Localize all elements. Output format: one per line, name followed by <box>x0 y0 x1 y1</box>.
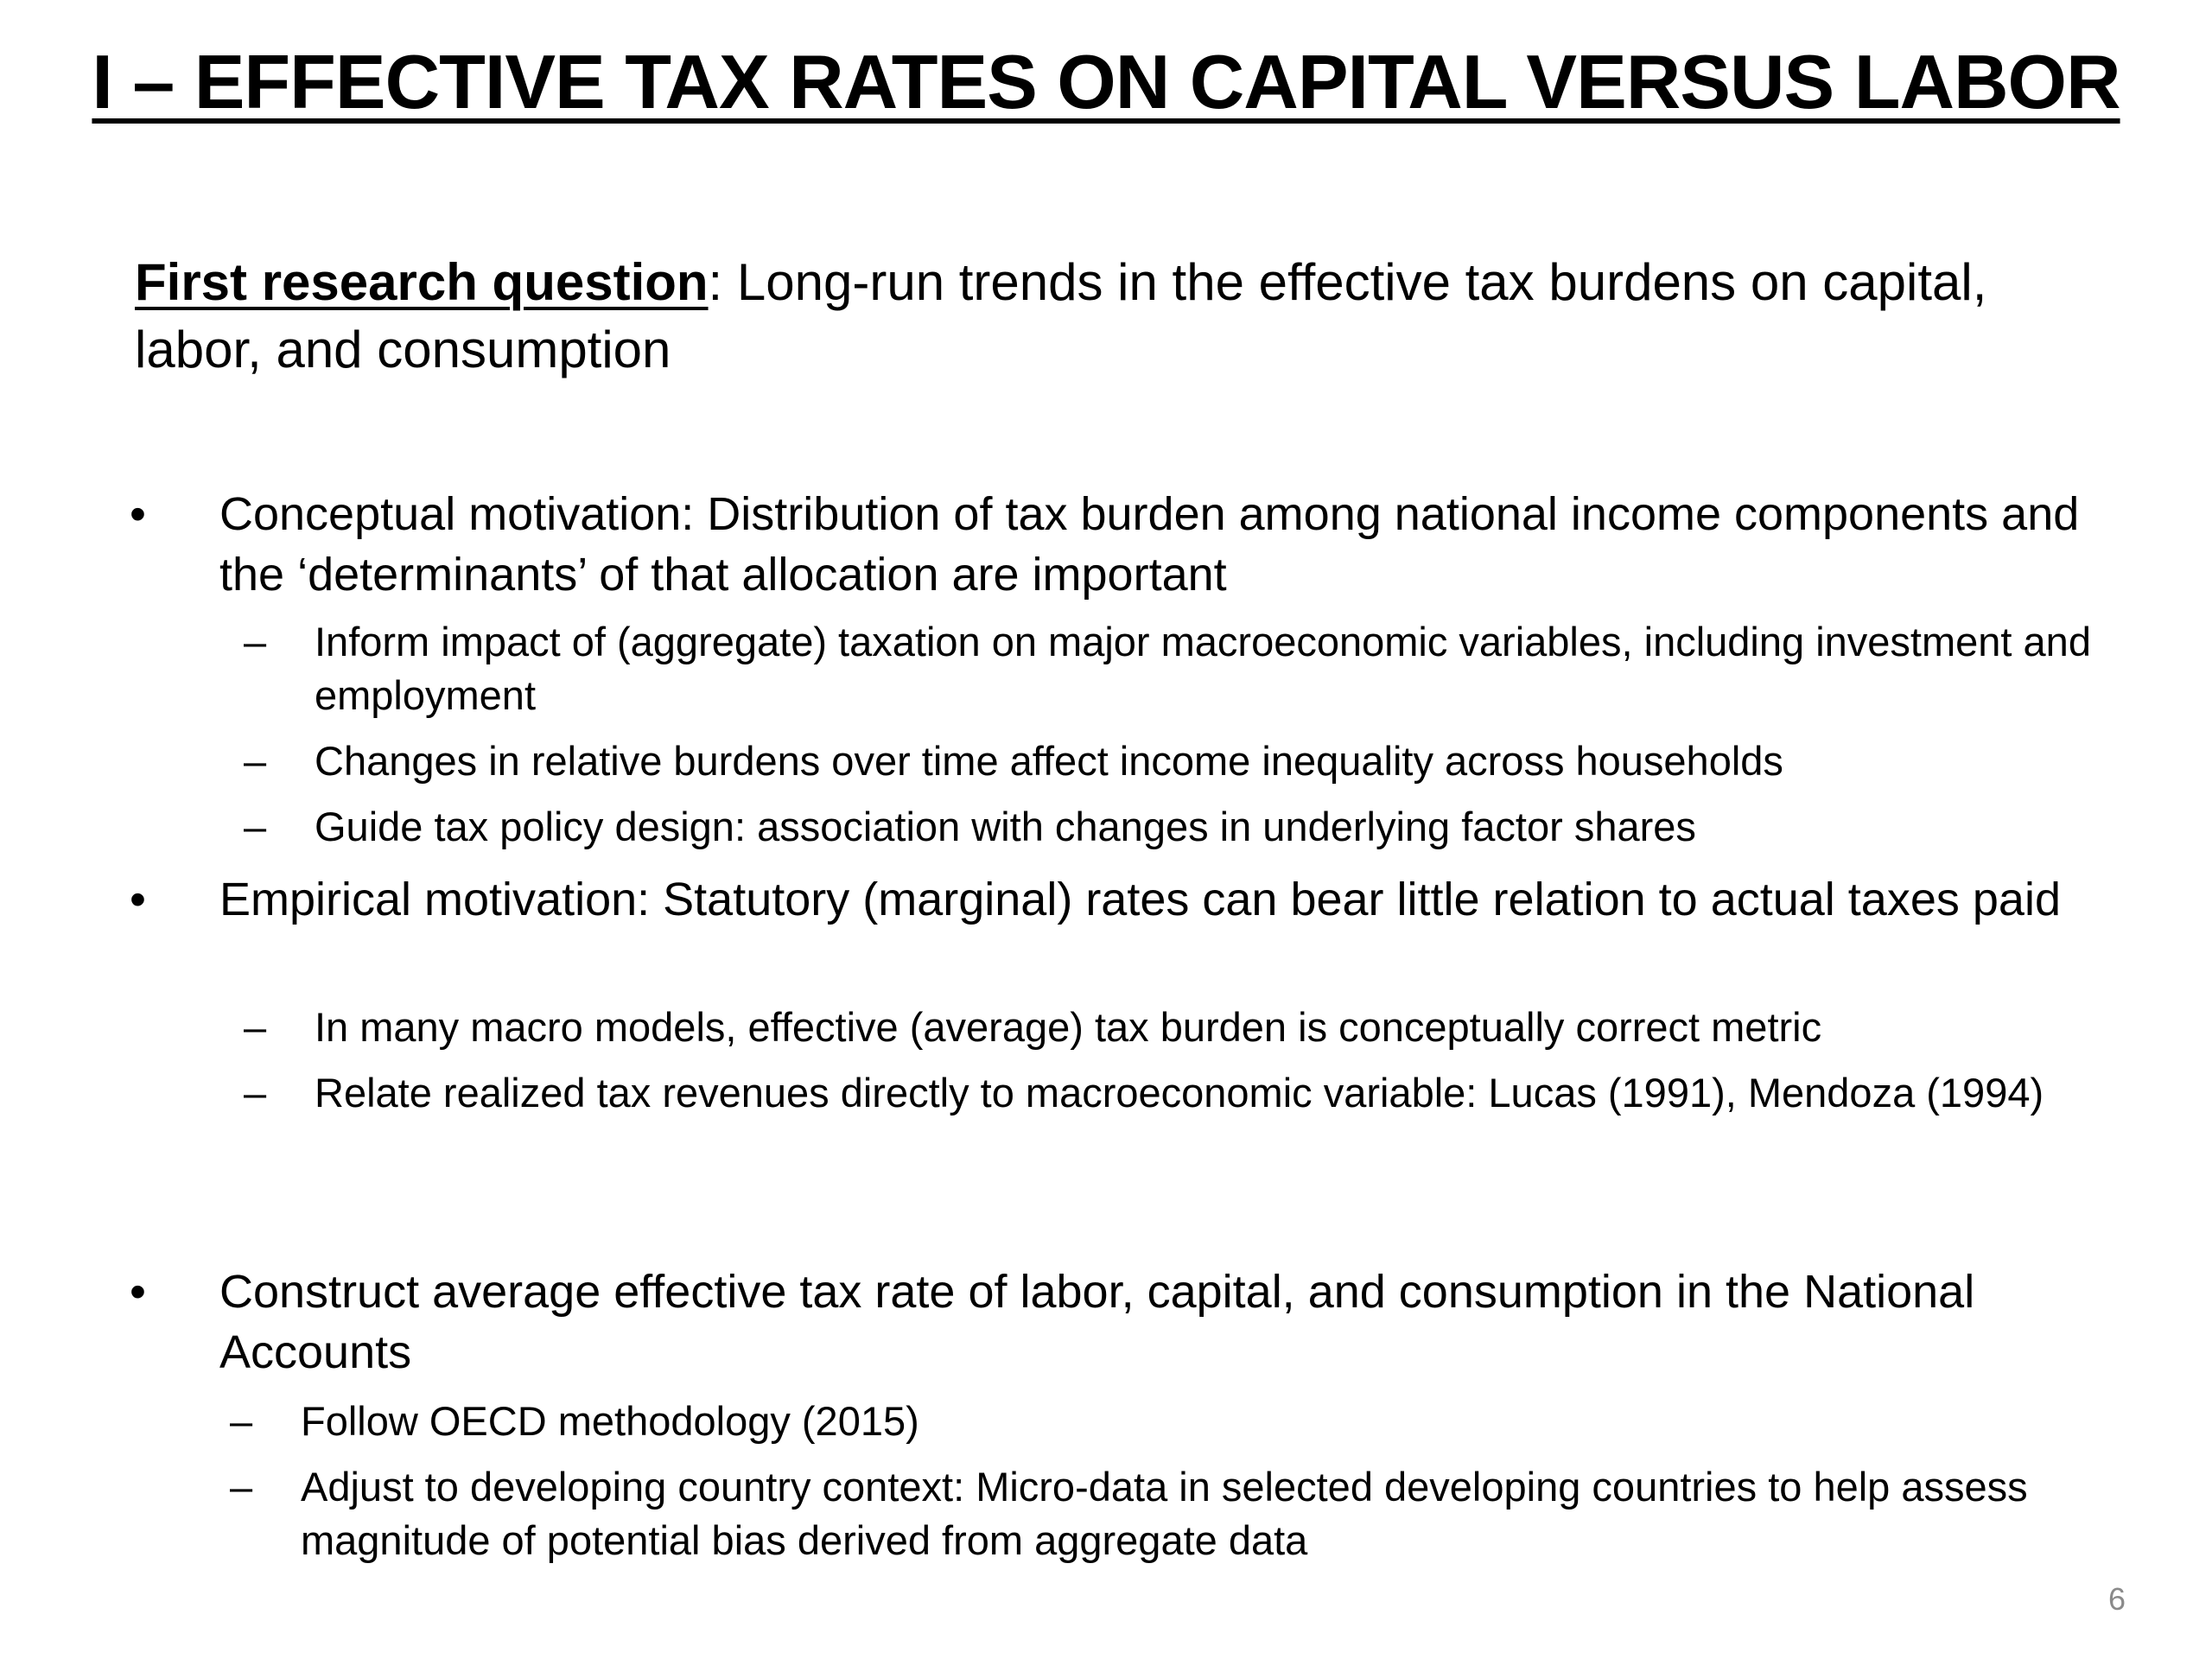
sub-bullet-text: Guide tax policy design: association with changes in underlying factor shares <box>315 804 1696 849</box>
slide-title: I – EFFECTIVE TAX RATES ON CAPITAL VERSUS LABOR <box>92 39 2120 124</box>
research-question-text: : Long-run trends in the effective tax burdens on capital, labor, and consumption <box>135 253 1987 378</box>
page-number: 6 <box>2107 1581 2126 1617</box>
sub-bullet-marker: – <box>244 1004 267 1050</box>
bullet-text: Empirical motivation: Statutory (marginal) rates can bear little relation to actual taxes paid <box>219 874 2061 925</box>
sub-bullet-marker: – <box>244 619 267 664</box>
sub-bullet-marker: – <box>244 738 267 784</box>
bullet-marker: • <box>130 488 146 540</box>
sub-bullet-text: Changes in relative burdens over time affect income inequality across households <box>315 738 1783 784</box>
sub-bullet-marker: – <box>244 1070 267 1116</box>
research-question-label: First research question <box>135 253 709 311</box>
sub-bullet-marker: – <box>230 1464 253 1510</box>
sub-bullet-text: Relate realized tax revenues directly to macroeconomic variable: Lucas (1991), Mendoza (1994) <box>315 1070 2044 1116</box>
sub-bullet-text: Adjust to developing country context: Micro-data in selected developing countries to help assess magnitude of potential bias derived from aggregate data <box>301 1464 2028 1563</box>
sub-bullet-marker: – <box>244 804 267 849</box>
bullet-text: Conceptual motivation: Distribution of tax burden among national income components and the ‘determinants’ of that allocation are important <box>219 488 2080 601</box>
sub-bullet-text: Follow OECD methodology (2015) <box>301 1398 919 1444</box>
sub-bullet-text: In many macro models, effective (average) tax burden is conceptually correct metric <box>315 1004 1822 1050</box>
sub-bullet-text: Inform impact of (aggregate) taxation on major macroeconomic variables, including investment and employment <box>315 619 2091 718</box>
bullet-marker: • <box>130 874 146 925</box>
bullet-text: Construct average effective tax rate of labor, capital, and consumption in the National Accounts <box>219 1266 1975 1378</box>
sub-bullet-marker: – <box>230 1398 253 1444</box>
bullet-marker: • <box>130 1266 146 1318</box>
research-question <box>135 249 2070 384</box>
